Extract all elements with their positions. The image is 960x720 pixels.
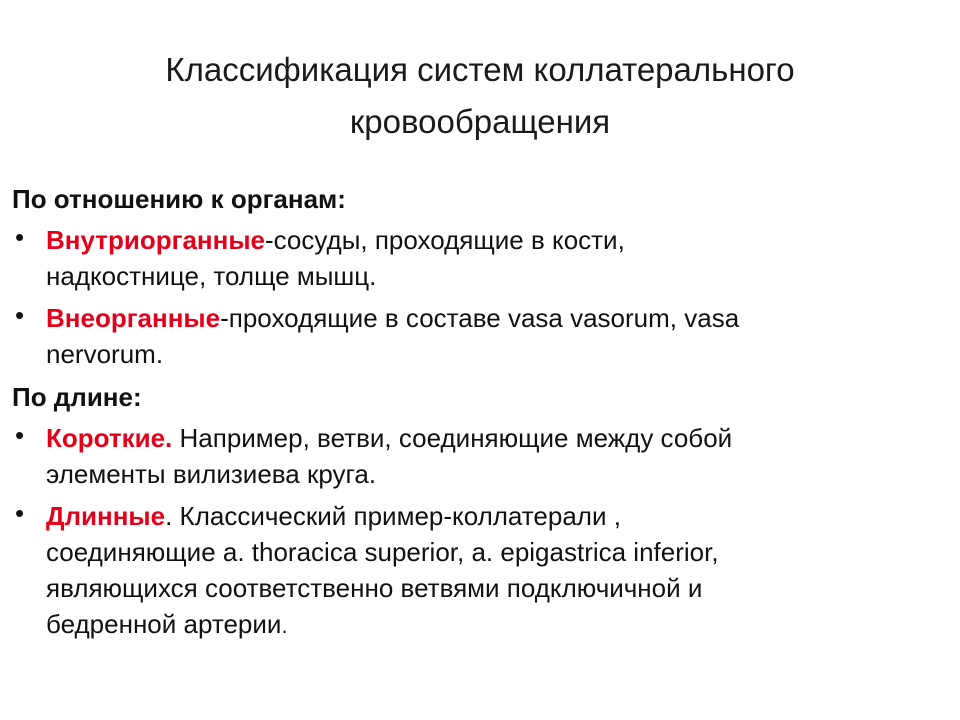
bullet-item-intraorgan	[12, 222, 952, 294]
bullet-item-long	[12, 498, 952, 644]
bullet-text-tail: .	[281, 613, 288, 638]
bullet-icon: •	[15, 420, 25, 450]
bullet-text-line: надкостнице, толще мышц.	[46, 261, 377, 291]
slide-title	[60, 44, 900, 148]
bullet-item-extraorgan	[12, 300, 952, 372]
bullet-text-line: nervorum.	[46, 339, 164, 369]
term-short: Короткие.	[46, 423, 173, 453]
bullet-text-line: -проходящие в составе vasa vasorum, vasa	[220, 303, 740, 333]
section-heading-length: По длине:	[12, 382, 142, 412]
term-extraorgan: Внеорганные	[46, 303, 221, 333]
term-intraorgan: Внутриорганные	[46, 225, 265, 255]
term-long: Длинные	[46, 501, 166, 531]
bullet-text-line: . Классический пример-коллатерали ,	[165, 501, 621, 531]
slide-title-line-2: кровообращения	[349, 103, 611, 140]
section-heading-organs: По отношению к органам:	[12, 184, 346, 214]
slide-title-line-1: Классификация систем коллатерального	[165, 51, 795, 88]
bullet-icon: •	[15, 300, 25, 330]
bullet-icon: •	[15, 498, 25, 528]
bullet-text-line: -сосуды, проходящие в кости,	[264, 225, 625, 255]
slide-content	[12, 180, 952, 650]
bullet-text-line: являющихся соответственно ветвями подключичной и	[46, 573, 703, 603]
bullet-list-length	[12, 420, 952, 644]
bullet-list-organs	[12, 222, 952, 372]
bullet-text-line: элементы вилизиева круга.	[46, 459, 377, 489]
bullet-text-line: соединяющие a. thoracica superior, a. epigastrica inferior,	[46, 537, 719, 567]
bullet-icon: •	[15, 222, 25, 252]
bullet-text-line: Например, ветви, соединяющие между собой	[172, 423, 733, 453]
bullet-text-line: бедренной артерии	[46, 609, 282, 639]
bullet-item-short	[12, 420, 952, 492]
